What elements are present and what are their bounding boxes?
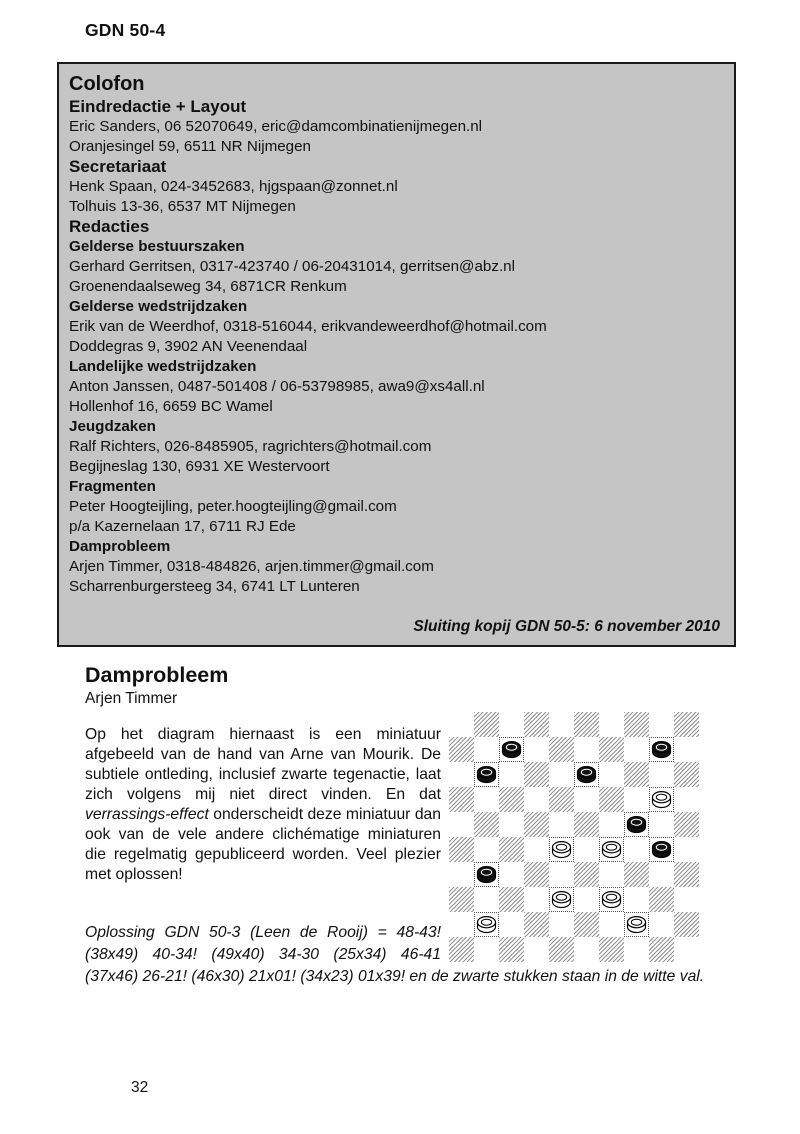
board-square: [474, 937, 499, 962]
board-square: [674, 737, 699, 762]
board-square: [599, 787, 624, 812]
board-square: [449, 762, 474, 787]
board-square: [574, 837, 599, 862]
board-square: [624, 887, 649, 912]
colofon-section-heading: Eindredactie + Layout: [69, 97, 247, 116]
white-piece: [624, 912, 649, 937]
board-square: [474, 737, 499, 762]
board-square: [524, 762, 549, 787]
colofon-line: p/a Kazernelaan 17, 6711 RJ Ede: [69, 518, 296, 535]
board-square: [499, 862, 524, 887]
board-square: [524, 787, 549, 812]
board-square: [499, 787, 524, 812]
board-square: [624, 712, 649, 737]
draughts-diagram: [449, 712, 699, 962]
board-square: [599, 812, 624, 837]
colofon-line: Henk Spaan, 024-3452683, hjgspaan@zonnet.nl: [69, 178, 398, 195]
board-square: [674, 862, 699, 887]
black-piece: [474, 762, 499, 787]
board-square: [474, 762, 499, 787]
board-square: [474, 712, 499, 737]
colofon-line: Ralf Richters, 026-8485905, ragrichters@hotmail.com: [69, 438, 432, 455]
colofon-line: Arjen Timmer, 0318-484826, arjen.timmer@gmail.com: [69, 558, 434, 575]
board-square: [574, 787, 599, 812]
board-square: [624, 737, 649, 762]
white-piece: [649, 787, 674, 812]
page-title: GDN 50-4: [85, 20, 166, 40]
colofon-section-heading: Secretariaat: [69, 157, 167, 176]
board-square: [624, 812, 649, 837]
white-piece: [599, 887, 624, 912]
board-square: [599, 737, 624, 762]
white-piece: [549, 887, 574, 912]
black-piece: [474, 862, 499, 887]
board-square: [624, 837, 649, 862]
intro-text-1: Op het diagram hiernaast is een miniatuur afgebeeld van de hand van Arne van Mourik. De subtiele ontleding, inclusief zwarte tegenactie, laat zich volgens mij niet direct vinden. En dat: [85, 726, 441, 803]
board-square: [524, 912, 549, 937]
board-square: [474, 887, 499, 912]
colofon-section-heading: Gelderse wedstrijdzaken: [69, 298, 248, 315]
board-square: [524, 712, 549, 737]
board-square: [524, 887, 549, 912]
board-square: [599, 762, 624, 787]
board-square: [624, 912, 649, 937]
colofon-line: Doddegras 9, 3902 AN Veenendaal: [69, 338, 308, 355]
board-square: [499, 937, 524, 962]
board-square: [649, 762, 674, 787]
board-square: [674, 937, 699, 962]
colofon-line: Anton Janssen, 0487-501408 / 06-53798985, awa9@xs4all.nl: [69, 378, 485, 395]
colofon-line: Groenendaalseweg 34, 6871CR Renkum: [69, 278, 347, 295]
board-square: [449, 837, 474, 862]
colofon-line: Eric Sanders, 06 52070649, eric@damcombinatienijmegen.nl: [69, 118, 483, 135]
board-square: [449, 712, 474, 737]
draughts-board: [449, 712, 699, 962]
colofon-section-heading: Damprobleem: [69, 538, 171, 555]
colofon-title: Colofon: [69, 73, 145, 95]
board-square: [549, 887, 574, 912]
board-square: [449, 862, 474, 887]
colofon-line: Erik van de Weerdhof, 0318-516044, erikvandeweerdhof@hotmail.com: [69, 318, 547, 335]
board-square: [574, 762, 599, 787]
article: [85, 662, 735, 988]
board-square: [474, 787, 499, 812]
board-square: [499, 762, 524, 787]
board-square: [649, 937, 674, 962]
page-number: 32: [131, 1079, 149, 1096]
board-square: [624, 937, 649, 962]
board-square: [499, 887, 524, 912]
board-square: [574, 737, 599, 762]
board-square: [624, 862, 649, 887]
board-square: [474, 912, 499, 937]
board-square: [574, 887, 599, 912]
board-square: [674, 912, 699, 937]
board-square: [549, 712, 574, 737]
board-square: [449, 937, 474, 962]
black-piece: [649, 737, 674, 762]
board-square: [674, 787, 699, 812]
board-square: [549, 862, 574, 887]
board-square: [649, 862, 674, 887]
board-square: [524, 812, 549, 837]
board-square: [549, 737, 574, 762]
colofon-box: [57, 62, 736, 647]
board-square: [649, 837, 674, 862]
board-square: [649, 812, 674, 837]
board-square: [599, 912, 624, 937]
board-square: [649, 737, 674, 762]
black-piece: [649, 837, 674, 862]
board-square: [499, 812, 524, 837]
colofon-section-heading: Fragmenten: [69, 478, 156, 495]
board-square: [649, 787, 674, 812]
board-square: [549, 787, 574, 812]
colofon-section-heading: Landelijke wedstrijdzaken: [69, 358, 257, 375]
colofon-section-heading: Redacties: [69, 217, 150, 236]
black-piece: [624, 812, 649, 837]
intro-text-2: onderscheidt deze miniatuur dan ook van de vele andere clichématige miniaturen die regelmatig gepubliceerd worden. Veel plezier met oplossen!: [85, 806, 441, 883]
board-square: [449, 737, 474, 762]
board-square: [449, 887, 474, 912]
board-square: [674, 887, 699, 912]
board-square: [674, 712, 699, 737]
colofon-line: Scharrenburgersteeg 34, 6741 LT Lunteren: [69, 578, 360, 595]
board-square: [549, 912, 574, 937]
board-square: [474, 862, 499, 887]
board-square: [649, 712, 674, 737]
board-square: [549, 762, 574, 787]
colofon-line: Begijneslag 130, 6931 XE Westervoort: [69, 458, 330, 475]
board-square: [649, 887, 674, 912]
colofon-line: Hollenhof 16, 6659 BC Wamel: [69, 398, 273, 415]
board-square: [499, 837, 524, 862]
deadline-note: Sluiting kopij GDN 50-5: 6 november 2010: [413, 618, 720, 635]
board-square: [599, 862, 624, 887]
board-square: [649, 912, 674, 937]
colofon-sections: [69, 97, 720, 597]
board-square: [499, 712, 524, 737]
board-square: [624, 762, 649, 787]
board-square: [674, 762, 699, 787]
colofon-section-heading: Gelderse bestuurszaken: [69, 238, 245, 255]
article-author: Arjen Timmer: [85, 690, 178, 707]
board-square: [574, 712, 599, 737]
intro-text-italic: verrassings-effect: [85, 806, 209, 823]
colofon-line: Gerhard Gerritsen, 0317-423740 / 06-20431014, gerritsen@abz.nl: [69, 258, 516, 275]
board-square: [574, 912, 599, 937]
board-square: [599, 887, 624, 912]
board-square: [574, 812, 599, 837]
board-square: [599, 837, 624, 862]
board-square: [549, 837, 574, 862]
board-square: [449, 812, 474, 837]
board-square: [549, 812, 574, 837]
board-square: [599, 712, 624, 737]
white-piece: [474, 912, 499, 937]
board-square: [674, 837, 699, 862]
board-square: [574, 937, 599, 962]
board-square: [499, 912, 524, 937]
board-square: [524, 837, 549, 862]
board-square: [474, 837, 499, 862]
board-square: [624, 787, 649, 812]
board-square: [474, 812, 499, 837]
board-square: [499, 737, 524, 762]
solution-paragraph: Oplossing GDN 50-3 (Leen de Rooij) = 48-43! (38x49) 40-34! (49x40) 34-30 (25x34) 46-41 (37x46) 26-21! (46x30) 21x01! (34x23) 01x39! en de zwarte stukken staan in de witte val.: [85, 924, 705, 985]
board-square: [549, 937, 574, 962]
article-title: Damprobleem: [85, 663, 229, 687]
colofon-line: Peter Hoogteijling, peter.hoogteijling@gmail.com: [69, 498, 397, 515]
black-piece: [499, 737, 524, 762]
colofon-section-heading: Jeugdzaken: [69, 418, 156, 435]
board-square: [574, 862, 599, 887]
board-square: [449, 787, 474, 812]
board-square: [674, 812, 699, 837]
black-piece: [574, 762, 599, 787]
board-square: [524, 937, 549, 962]
board-square: [524, 737, 549, 762]
colofon-line: Oranjesingel 59, 6511 NR Nijmegen: [69, 138, 312, 155]
white-piece: [599, 837, 624, 862]
board-square: [524, 862, 549, 887]
board-square: [449, 912, 474, 937]
white-piece: [549, 837, 574, 862]
board-square: [599, 937, 624, 962]
colofon-line: Tolhuis 13-36, 6537 MT Nijmegen: [69, 198, 296, 215]
